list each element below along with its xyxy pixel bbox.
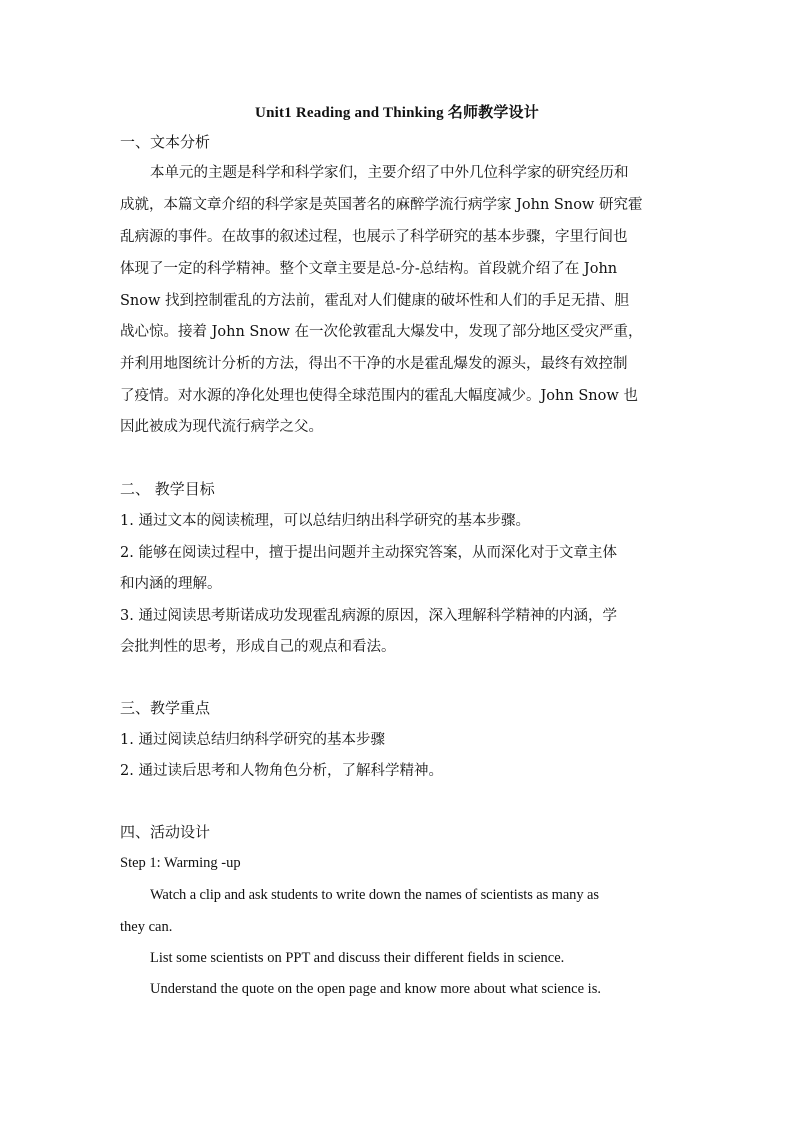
activity-line: List some scientists on PPT and discuss their different fields in science. <box>150 950 565 966</box>
document-title: Unit1 Reading and Thinking 名师教学设计 <box>255 105 539 121</box>
focus-item: 1. 通过阅读总结归纳科学研究的基本步骤 <box>120 732 385 748</box>
focus-item: 2. 通过读后思考和人物角色分析，了解科学精神。 <box>120 763 443 779</box>
paragraph-line: 因此被成为现代流行病学之父。 <box>120 419 323 435</box>
goal-item: 1. 通过文本的阅读梳理，可以总结归纳出科学研究的基本步骤。 <box>120 513 530 529</box>
paragraph-line: 成就，本篇文章介绍的科学家是英国著名的麻醉学流行病学家 John Snow 研究霍 <box>120 197 643 213</box>
paragraph-line: 乱病源的事件。在故事的叙述过程，也展示了科学研究的基本步骤，字里行间也 <box>120 229 628 245</box>
activity-line: they can. <box>120 919 173 935</box>
activity-line: Understand the quote on the open page and know more about what science is. <box>150 981 601 997</box>
paragraph-line: 本单元的主题是科学和科学家们，主要介绍了中外几位科学家的研究经历和 <box>150 165 629 181</box>
section-heading-teaching-focus: 三、教学重点 <box>120 699 211 717</box>
activity-line: Watch a clip and ask students to write down the names of scientists as many as <box>150 887 599 903</box>
paragraph-line: 战心惊。接着 John Snow 在一次伦敦霍乱大爆发中，发现了部分地区受灾严重， <box>120 324 643 340</box>
paragraph-line: 了疫情。对水源的净化处理也使得全球范围内的霍乱大幅度减少。John Snow 也 <box>120 388 638 404</box>
goal-item: 3. 通过阅读思考斯诺成功发现霍乱病源的原因，深入理解科学精神的内涵，学 <box>120 608 617 624</box>
paragraph-line: 并利用地图统计分析的方法，得出不干净的水是霍乱爆发的源头，最终有效控制 <box>120 356 628 372</box>
goal-item-continuation: 和内涵的理解。 <box>120 576 222 592</box>
paragraph-line: 体现了一定的科学精神。整个文章主要是总-分-总结构。首段就介绍了在 John <box>120 261 618 277</box>
paragraph-line: Snow 找到控制霍乱的方法前，霍乱对人们健康的破坏性和人们的手足无措、胆 <box>120 293 630 309</box>
section-heading-activity-design: 四、活动设计 <box>120 823 211 841</box>
goal-item: 2. 能够在阅读过程中，擅于提出问题并主动探究答案，从而深化对于文章主体 <box>120 545 617 561</box>
section-heading-teaching-goals: 二、 教学目标 <box>120 480 215 498</box>
section-heading-text-analysis: 一、文本分析 <box>120 133 211 151</box>
goal-item-continuation: 会批判性的思考，形成自己的观点和看法。 <box>120 639 396 655</box>
step-label: Step 1: Warming -up <box>120 855 241 871</box>
